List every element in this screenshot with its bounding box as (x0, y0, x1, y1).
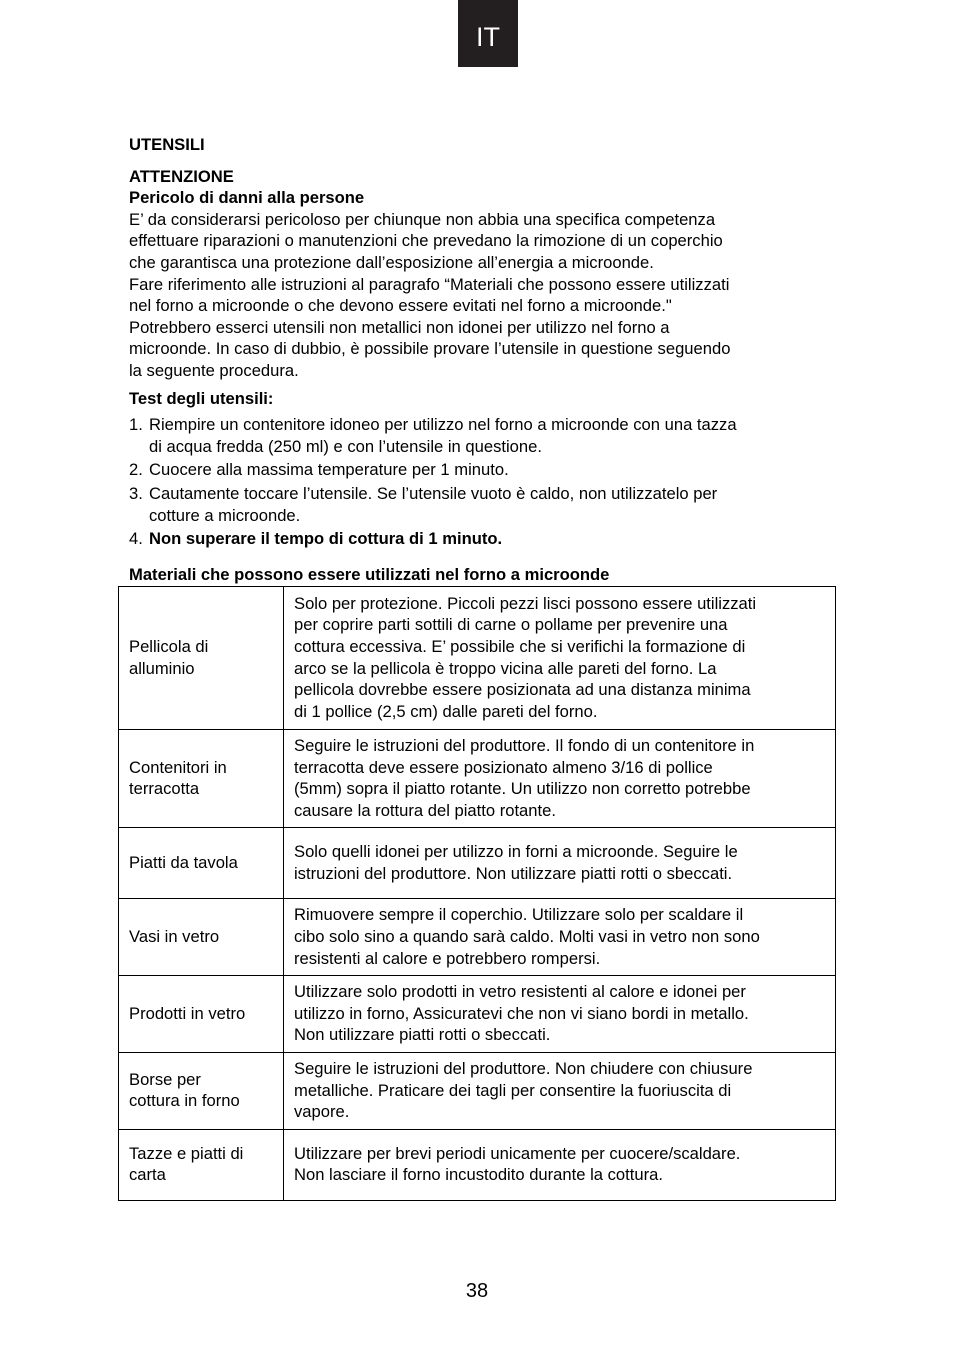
material-name (119, 899, 284, 976)
table-title: Materiali che possono essere utilizzati nel forno a microonde (129, 565, 610, 584)
language-tab: IT (458, 0, 518, 67)
material-name-line: Borse per (129, 1069, 201, 1089)
paragraph-line: che garantisca una protezione dall’esposizione all’energia a microonde. (129, 252, 654, 272)
warning-title: ATTENZIONE (129, 166, 234, 186)
material-name (119, 828, 284, 899)
step-number: 2. (129, 460, 143, 480)
paragraph-line: Potrebbero esserci utensili non metallici non idonei per utilizzo nel forno a (129, 317, 670, 337)
table-row (119, 1052, 836, 1129)
material-name-line: Contenitori in (129, 757, 227, 777)
warning-subtitle: Pericolo di danni alla persone (129, 188, 365, 208)
step-text-continued: di acqua fredda (250 ml) e con l’utensile in questione. (149, 436, 542, 456)
step-text-continued: cotture a microonde. (149, 505, 301, 525)
description-line: Utilizzare solo prodotti in vetro resistenti al calore e idonei per (294, 982, 746, 1002)
table-row (119, 899, 836, 976)
description-line: resistenti al calore e potrebbero rompersi. (294, 948, 601, 968)
material-name-line: Prodotti in vetro (129, 1003, 246, 1023)
description-line: causare la rottura del piatto rotante. (294, 800, 556, 820)
material-name (119, 1052, 284, 1129)
section-title: UTENSILI (129, 135, 205, 154)
description-line: (5mm) sopra il piatto rotante. Un utilizzo non corretto potrebbe (294, 779, 751, 799)
paragraph-line: microonde. In caso di dubbio, è possibile provare l’utensile in questione seguendo (129, 339, 731, 359)
material-name (119, 1129, 284, 1200)
description-line: cottura eccessiva. E’ possibile che si verifichi la formazione di (294, 636, 746, 656)
material-name-line: Piatti da tavola (129, 853, 238, 873)
description-line: Non utilizzare piatti rotti o sbeccati. (294, 1025, 551, 1045)
description-line: Solo per protezione. Piccoli pezzi lisci possono essere utilizzati (294, 593, 757, 613)
description-line: per coprire parti sottili di carne o pollame per prevenire una (294, 615, 728, 635)
material-description (284, 976, 836, 1053)
description-line: Utilizzare per brevi periodi unicamente per cuocere/scaldare. (294, 1143, 741, 1163)
material-name-line: Pellicola di (129, 636, 209, 656)
description-line: pellicola dovrebbe essere posizionata ad una distanza minima (294, 680, 751, 700)
material-description (284, 828, 836, 899)
description-line: metalliche. Praticare dei tagli per consentire la fuoriuscita di (294, 1080, 732, 1100)
table-row (119, 828, 836, 899)
material-description (284, 1052, 836, 1129)
paragraph-line: nel forno a microonde o che devono essere evitati nel forno a microonde." (129, 296, 672, 316)
material-name-line: cottura in forno (129, 1091, 240, 1111)
material-description (284, 587, 836, 730)
step-number: 1. (129, 415, 143, 435)
step-text: Cuocere alla massima temperature per 1 minuto. (149, 460, 509, 480)
material-description (284, 730, 836, 828)
description-line: arco se la pellicola è troppo vicina alle pareti del forno. La (294, 658, 717, 678)
description-line: Solo quelli idonei per utilizzo in forni a microonde. Seguire le (294, 842, 738, 862)
material-name-line: terracotta (129, 779, 200, 799)
test-step (129, 459, 829, 481)
test-step (129, 414, 829, 457)
utensils-section (129, 134, 829, 552)
step-text: Non superare il tempo di cottura di 1 minuto. (149, 529, 503, 549)
paragraph-line: E’ da considerarsi pericoloso per chiunque non abbia una specifica competenza (129, 209, 716, 229)
material-description (284, 899, 836, 976)
material-name (119, 976, 284, 1053)
material-name (119, 587, 284, 730)
test-title: Test degli utensili: (129, 388, 274, 408)
test-steps-list (129, 414, 829, 550)
description-line: cibo solo sino a quando sarà caldo. Molti vasi in vetro non sono (294, 926, 760, 946)
step-text: Riempire un contenitore idoneo per utilizzo nel forno a microonde con una tazza (149, 415, 737, 435)
test-step (129, 483, 829, 526)
description-line: terracotta deve essere posizionato almeno 3/16 di pollice (294, 757, 713, 777)
paragraph-line: Fare riferimento alle istruzioni al paragrafo “Materiali che possono essere utilizzati (129, 274, 730, 294)
test-step (129, 528, 829, 550)
material-name-line: alluminio (129, 658, 195, 678)
paragraph-line: effettuare riparazioni o manutenzioni che prevedano la rimozione di un coperchio (129, 231, 723, 251)
step-number: 3. (129, 483, 143, 503)
material-name-line: Tazze e piatti di (129, 1143, 244, 1163)
step-text: Cautamente toccare l’utensile. Se l’utensile vuoto è caldo, non utilizzatelo per (149, 483, 718, 503)
table-row (119, 976, 836, 1053)
table-row (119, 1129, 836, 1200)
description-line: utilizzo in forno, Assicuratevi che non vi siano bordi in metallo. (294, 1003, 749, 1023)
material-description (284, 1129, 836, 1200)
material-name-line: carta (129, 1165, 166, 1185)
table-row (119, 730, 836, 828)
material-name (119, 730, 284, 828)
page-number: 38 (465, 1280, 489, 1302)
description-line: istruzioni del produttore. Non utilizzare piatti rotti o sbeccati. (294, 863, 733, 883)
description-line: Seguire le istruzioni del produttore. Il fondo di un contenitore in (294, 736, 755, 755)
description-line: vapore. (294, 1102, 350, 1122)
description-line: Rimuovere sempre il coperchio. Utilizzare solo per scaldare il (294, 905, 744, 925)
paragraph-line: la seguente procedura. (129, 360, 299, 380)
materials-table (118, 586, 836, 1201)
material-name-line: Vasi in vetro (129, 926, 220, 946)
warning-paragraph (129, 209, 829, 382)
description-line: Non lasciare il forno incustodito durante la cottura. (294, 1165, 663, 1185)
description-line: Seguire le istruzioni del produttore. Non chiudere con chiusure (294, 1058, 753, 1078)
description-line: di 1 pollice (2,5 cm) dalle pareti del forno. (294, 701, 598, 721)
step-number: 4. (129, 529, 143, 549)
table-row (119, 587, 836, 730)
